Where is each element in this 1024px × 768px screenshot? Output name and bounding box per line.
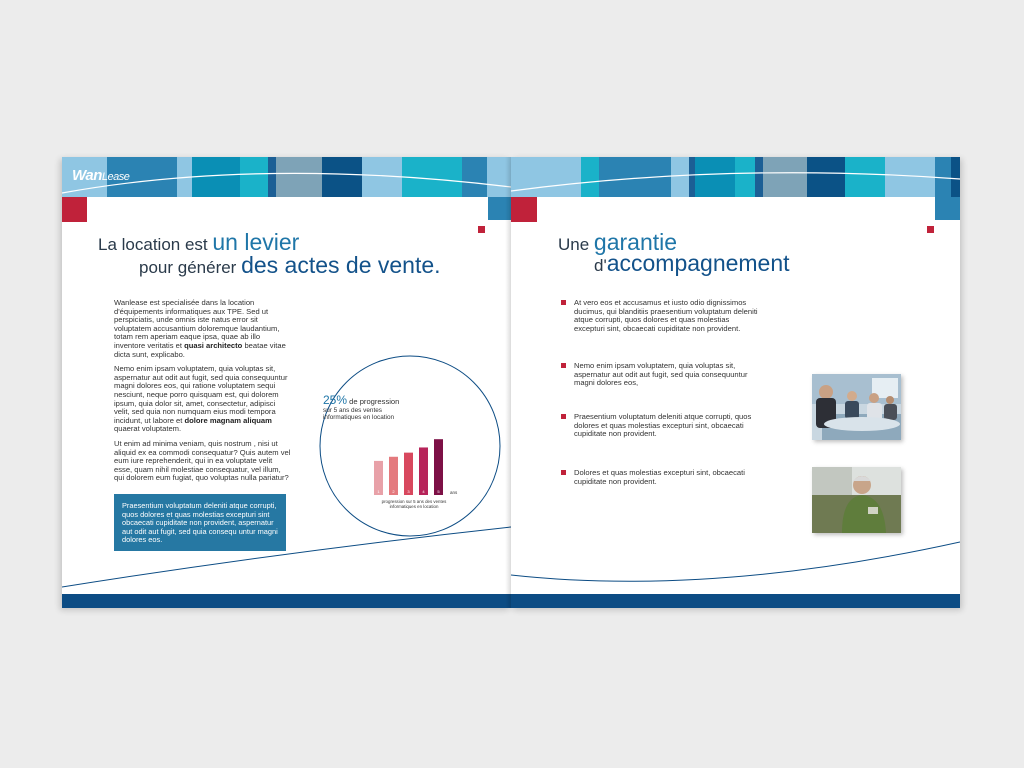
- heading-line1: La location est un levier: [98, 229, 300, 255]
- footer-bar: [511, 594, 960, 608]
- chart-caption: progression sur 5 ans des ventes informatiques en location: [381, 499, 447, 509]
- chart-tick-label: 5: [437, 489, 440, 494]
- stat-subtext: sur 5 ans des ventes informatiques en location: [323, 407, 395, 422]
- footer-bar: [62, 594, 511, 608]
- chart-tick-label: 2: [392, 489, 395, 494]
- paragraph-2: Nemo enim ipsam voluptatem, quia voluptas sit, aspernatur aut odit aut fugit, sed quia consequuntur magni dolores eos, qui ratione voluptatem sequi nesciunt, neque porro quisquam est, qui dolorem ipsum, quia dolor sit, amet, consectetur, adipisci velit, sed quia non numquam eius modi tempora incidunt, ut labore et dolore magnam aliquam quaerat voluptatem.: [114, 364, 288, 434]
- stat-block: 25% de progression: [323, 393, 400, 407]
- chart-bar-4: [419, 447, 428, 495]
- bullet-item-4: Dolores et quas molestias excepturi sint, obcaecati cupiditate non provident.: [561, 469, 761, 486]
- left-page: [62, 157, 511, 608]
- bullet-item-2: Nemo enim ipsam voluptatem, quia voluptas sit, aspernatur aut odit aut fugit, sed quia consequuntur magni dolores eos,: [561, 362, 761, 388]
- callout-box: Praesentium voluptatum deleniti atque corrupti, quos dolores et quas molestias excepturi sint obcaecati cupiditate non provident, aspernatur aut odit aut fugit, sed quia consequ untur magni dolores eos.: [114, 494, 286, 551]
- chart-x-unit: ans: [450, 490, 458, 495]
- paragraph-1: Wanlease est specialisée dans la location d'équipements informatiques aux TPE. Sed ut perspiciatis, unde omnis iste natus error sit voluptatem accusantium doloremque laudantium, totam rem aperiam eaque ipsa, quae ab illo inventore veritatis et quasi architecto beatae vitae dicta sunt, explicabo.: [114, 298, 286, 359]
- heading-line1: Une garantie: [558, 229, 678, 255]
- decor-curves: [62, 157, 511, 608]
- paragraph-3: Ut enim ad minima veniam, quis nostrum , nisi ut aliquid ex ea commodi consequatur? Quis autem vel eum iure reprehenderit, qui in ea voluptate velit esse, quam nihil molestiae consequatur, vel illum, qui dolorem eum fugiat, quo voluptas nulla pariatur?: [114, 438, 291, 483]
- decor-curve: [511, 157, 960, 608]
- wanlease-logo: WanLease: [72, 167, 130, 184]
- heading-line2: pour générer des actes de vente.: [139, 252, 441, 278]
- right-page: [511, 157, 960, 608]
- bullet-item-3: Praesentium voluptatum deleniti atque corrupti, quos dolores et quas molestias excepturi sint, obcaecati cupiditate non provident.: [561, 413, 761, 439]
- bullet-item-1: At vero eos et accusamus et iusto odio dignissimos ducimus, qui blanditiis praesentium voluptatum deleniti atque corrupti, quos dolores et quas molestias excepturi sint, obcaecati cupiditate non provident.: [561, 299, 761, 333]
- heading-line2: d'accompagnement: [594, 250, 790, 276]
- progress-chart: [366, 429, 476, 509]
- chart-bar-5: [434, 439, 443, 495]
- chart-tick-label: 1: [377, 489, 380, 494]
- chart-tick-label: 4: [422, 489, 425, 494]
- chart-tick-label: 3: [407, 489, 410, 494]
